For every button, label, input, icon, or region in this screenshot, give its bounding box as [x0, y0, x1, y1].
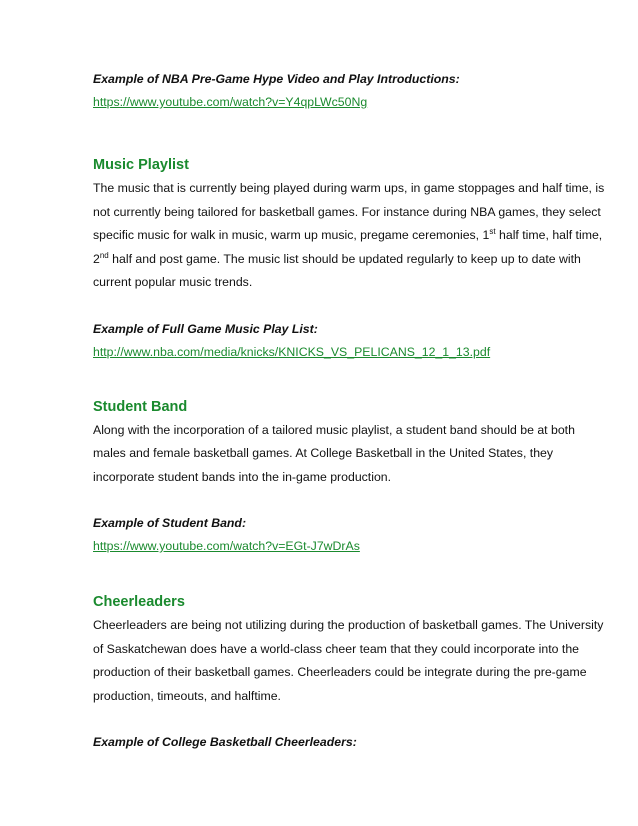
cheer-example-title: Example of College Basketball Cheerleaders:	[93, 735, 357, 749]
document-page	[93, 70, 608, 751]
music-playlist-heading: Music Playlist	[93, 157, 189, 173]
music-playlist-text-1: The music that is currently being played during warm ups, in game stoppages and half time, is not currently being tailored for basketball games. For instance during NBA games, they select specific music for walk in music, warm up music, pregame ceremonies, 1	[93, 181, 605, 242]
music-playlist-paragraph	[93, 177, 608, 295]
student-band-paragraph: Along with the incorporation of a tailored music playlist, a student band should be at both males and female basketball games. At College Basketball in the United States, they incorporate student bands into the in-game production.	[93, 422, 575, 484]
music-example-title: Example of Full Game Music Play List:	[93, 321, 318, 336]
band-example-link[interactable]: https://www.youtube.com/watch?v=EGt-J7wDrAs	[93, 539, 360, 553]
cheerleaders-heading: Cheerleaders	[93, 594, 185, 610]
music-playlist-text-3: half and post game. The music list should be updated regularly to keep up to date with current popular music trends.	[93, 251, 581, 289]
nba-example-title: Example of NBA Pre-Game Hype Video and Play Introductions:	[93, 72, 460, 86]
cheerleaders-paragraph: Cheerleaders are being not utilizing during the production of basketball games. The University of Saskatchewan does have a world-class cheer team that they could incorporate into the production of their basketball games. Cheerleaders could be integrate during the pre-game production, timeouts, and halftime.	[93, 618, 604, 703]
music-playlist-sup-2: nd	[99, 250, 109, 260]
nba-example-link[interactable]: https://www.youtube.com/watch?v=Y4qpLWc50Ng	[93, 95, 368, 109]
music-example-link[interactable]: http://www.nba.com/media/knicks/KNICKS_VS_PELICANS_12_1_13.pdf	[93, 344, 491, 359]
music-playlist-sup-1: st	[489, 226, 496, 236]
music-playlist-text-2: half time, half time, 2	[93, 228, 603, 266]
student-band-heading: Student Band	[93, 398, 188, 415]
band-example-title: Example of Student Band:	[93, 516, 247, 530]
